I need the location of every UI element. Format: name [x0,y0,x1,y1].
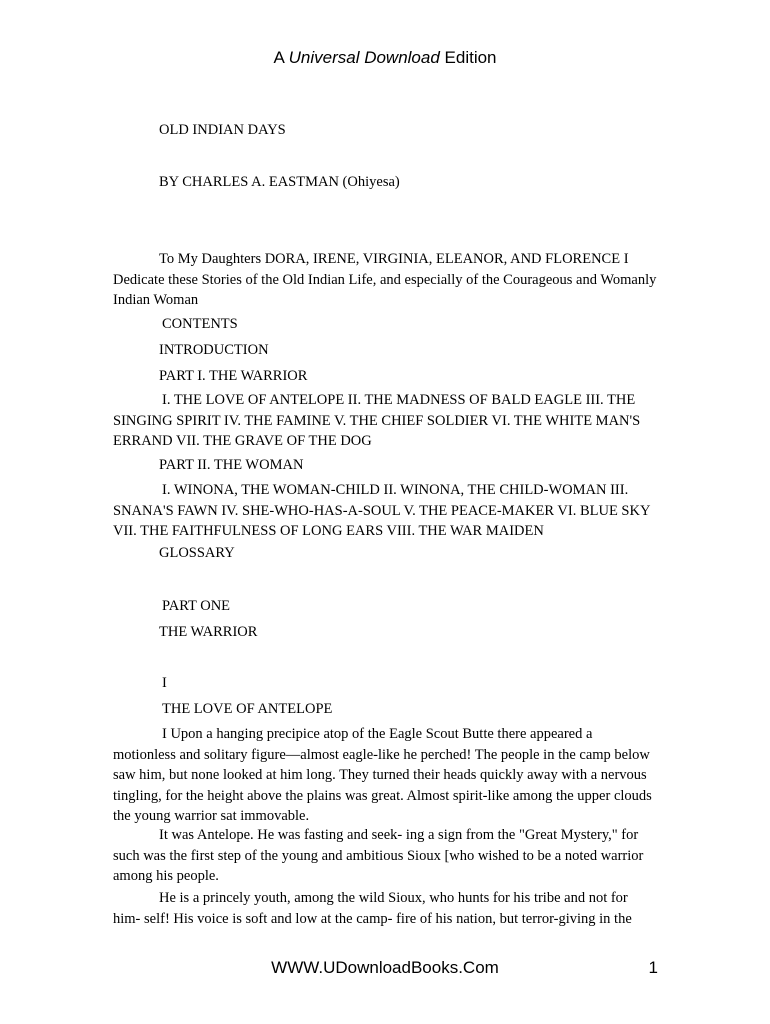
book-byline: BY CHARLES A. EASTMAN (Ohiyesa) [159,174,400,190]
part-one-label: PART ONE [162,598,231,614]
contents-glossary: GLOSSARY [159,545,235,561]
contents-part2-heading: PART II. THE WOMAN [159,457,304,473]
book-title: OLD INDIAN DAYS [159,122,286,138]
chapter-paragraph: I Upon a hanging precipice atop of the Eagle Scout Butte there appeared a motionless and solitary figure—almost eagle-like he perched! The people in the camp below saw him, but none looked at him long. They turned their heads quickly away with a nervous tingling, for the height above the plains was great. Almost spirit-like among the upper clouds the young warrior sat immovable. [113,726,652,824]
contents-introduction: INTRODUCTION [159,342,269,358]
footer-url: WWW.UDownloadBooks.Com [271,958,499,977]
edition-header [0,46,770,70]
chapter-numeral: I [162,675,167,691]
dedication: To My Daughters DORA, IRENE, VIRGINIA, ELEANOR, AND FLORENCE I Dedicate these Stories of the Old Indian Life, and especially of the Courageous and Womanly Indian Woman [113,251,657,308]
contents-part1-heading: PART I. THE WARRIOR [159,368,308,384]
contents-heading: CONTENTS [162,316,238,332]
header-prefix: A [273,48,289,67]
part-one-subtitle: THE WARRIOR [159,624,258,640]
header-suffix: Edition [439,48,497,67]
chapter-paragraph: He is a princely youth, among the wild Sioux, who hunts for his tribe and not for him- self! His voice is soft and low at the camp- fire of his nation, but terror-giving in the [113,890,632,927]
contents-part1-chapters: I. THE LOVE OF ANTELOPE II. THE MADNESS OF BALD EAGLE III. THE SINGING SPIRIT IV. THE FAMINE V. THE CHIEF SOLDIER VI. THE WHITE MAN'S ERRAND VII. THE GRAVE OF THE DOG [113,392,641,449]
chapter-title: THE LOVE OF ANTELOPE [162,701,333,717]
contents-part2-chapters: I. WINONA, THE WOMAN-CHILD II. WINONA, THE CHILD-WOMAN III. SNANA'S FAWN IV. SHE-WHO-HAS-A-SOUL V. THE PEACE-MAKER VI. BLUE SKY VII. THE FAITHFULNESS OF LONG EARS VIII. THE WAR MAIDEN [113,482,650,539]
page-number: 1 [648,958,658,977]
header-italic: Universal Download [288,48,440,67]
chapter-paragraph: It was Antelope. He was fasting and seek- ing a sign from the "Great Mystery," for such was the first step of the young and ambitious Sioux [who wished to be a noted warrior among his people. [113,827,644,884]
